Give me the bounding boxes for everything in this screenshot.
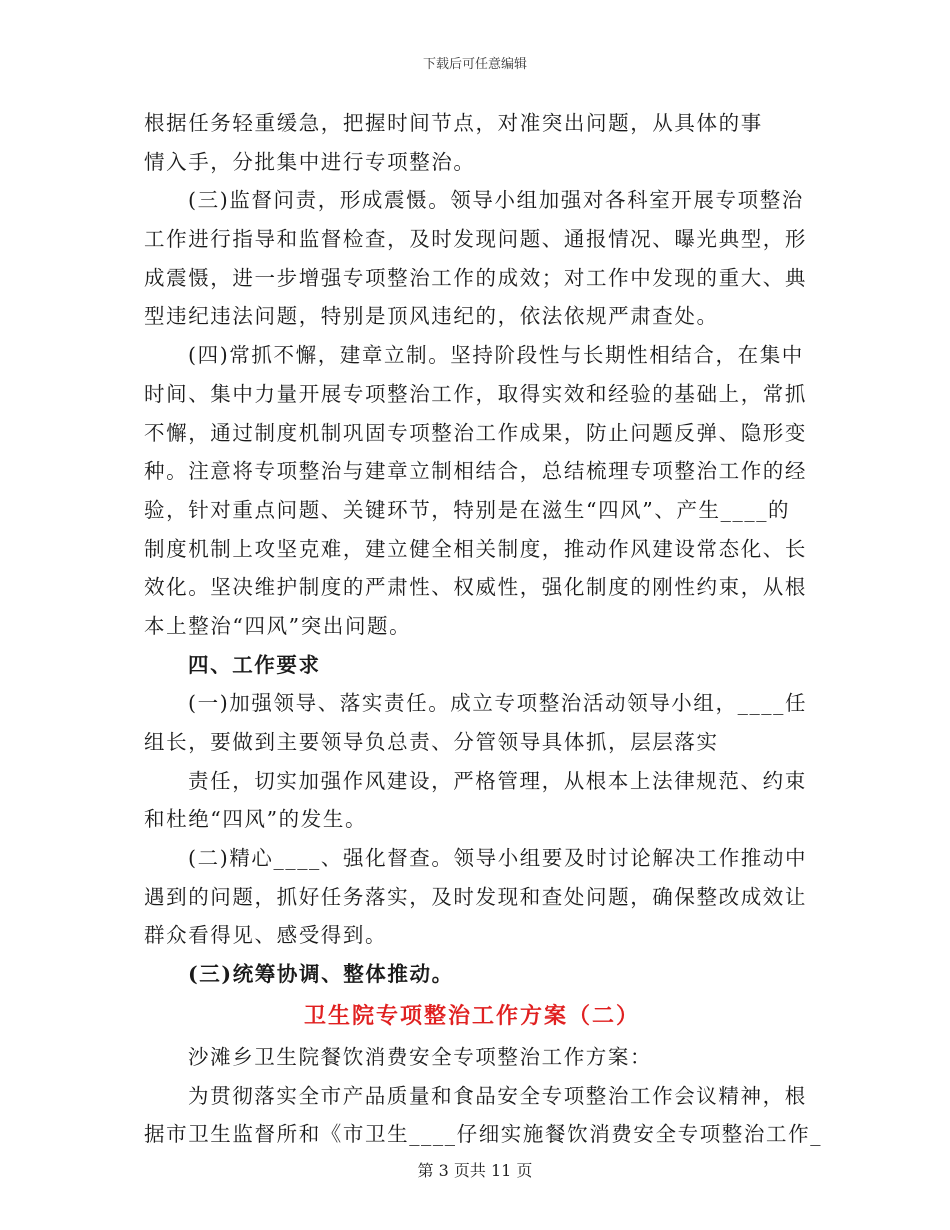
paragraph-line: 效化。坚决维护制度的严肃性、权威性，强化制度的刚性约束，从根 [144,575,807,600]
paragraph-line: 工作进行指导和监督检查，及时发现问题、通报情况、曝光典型，形 [144,227,807,252]
paragraph-line: 和杜绝“四风”的发生。 [144,807,368,832]
paragraph-line: (四)常抓不懈，建章立制。坚持阶段性与长期性相结合，在集中 [188,343,804,368]
paragraph-line: 情入手，分批集中进行专项整治。 [144,149,476,174]
document-title: 卫生院专项整治工作方案（二） [303,1002,640,1029]
page-header: 下载后可任意编辑 [422,57,527,72]
page-footer: 第 3 页共 11 页 [417,1161,533,1180]
paragraph-line: (三)监督问责，形成震慑。领导小组加强对各科室开展专项整治 [188,188,804,213]
paragraph-line: 责任，切实加强作风建设，严格管理，从根本上法律规范、约束 [188,768,807,793]
paragraph-line: 组长，要做到主要领导负总责、分管领导具体抓，层层落实 [144,730,719,754]
paragraph-line: 群众看得见、感受得到。 [144,923,388,948]
paragraph-line: 不懈，通过制度机制巩固专项整治工作成果，防止问题反弹、隐形变 [144,420,807,445]
paragraph-line: (一)加强领导、落实责任。成立专项整治活动领导小组，____任 [188,691,808,716]
paragraph-line: 制度机制上攻坚克难，建立健全相关制度，推动作风建设常态化、长 [144,536,807,561]
paragraph-line: 验，针对重点问题、关键环节，特别是在滋生“四风”、产生____的 [144,497,791,522]
paragraph-line: 根据任务轻重缓急，把握时间节点，对准突出问题，从具体的事 [144,111,763,135]
paragraph-line: 本上整治“四风”突出问题。 [144,613,412,638]
section-heading: 四、工作要求 [188,652,321,677]
paragraph-line: 成震慑，进一步增强专项整治工作的成效；对工作中发现的重大、典 [144,265,807,290]
paragraph-line: 时间、集中力量开展专项整治工作，取得实效和经验的基础上，常抓 [144,381,807,406]
paragraph-line: 为贯彻落实全市产品质量和食品安全专项整治工作会议精神，根 [188,1083,807,1108]
paragraph-line: 沙滩乡卫生院餐饮消费安全专项整治工作方案： [188,1044,653,1069]
paragraph-line: 遇到的问题，抓好任务落实，及时发现和查处问题，确保整改成效让 [144,884,807,909]
paragraph-line: (二)精心____、强化督查。领导小组要及时讨论解决工作推动中 [188,846,808,871]
paragraph-line: 据市卫生监督所和《市卫生____仔细实施餐饮消费安全专项整治工作_ [144,1122,823,1147]
subsection-heading: (三)统筹协调、整体推动。 [188,962,454,987]
paragraph-line: 种。注意将专项整治与建章立制相结合，总结梳理专项整治工作的经 [144,459,807,484]
paragraph-line: 型违纪违法问题，特别是顶风违纪的，依法依规严肃查处。 [144,304,719,329]
document-body [144,104,823,1154]
